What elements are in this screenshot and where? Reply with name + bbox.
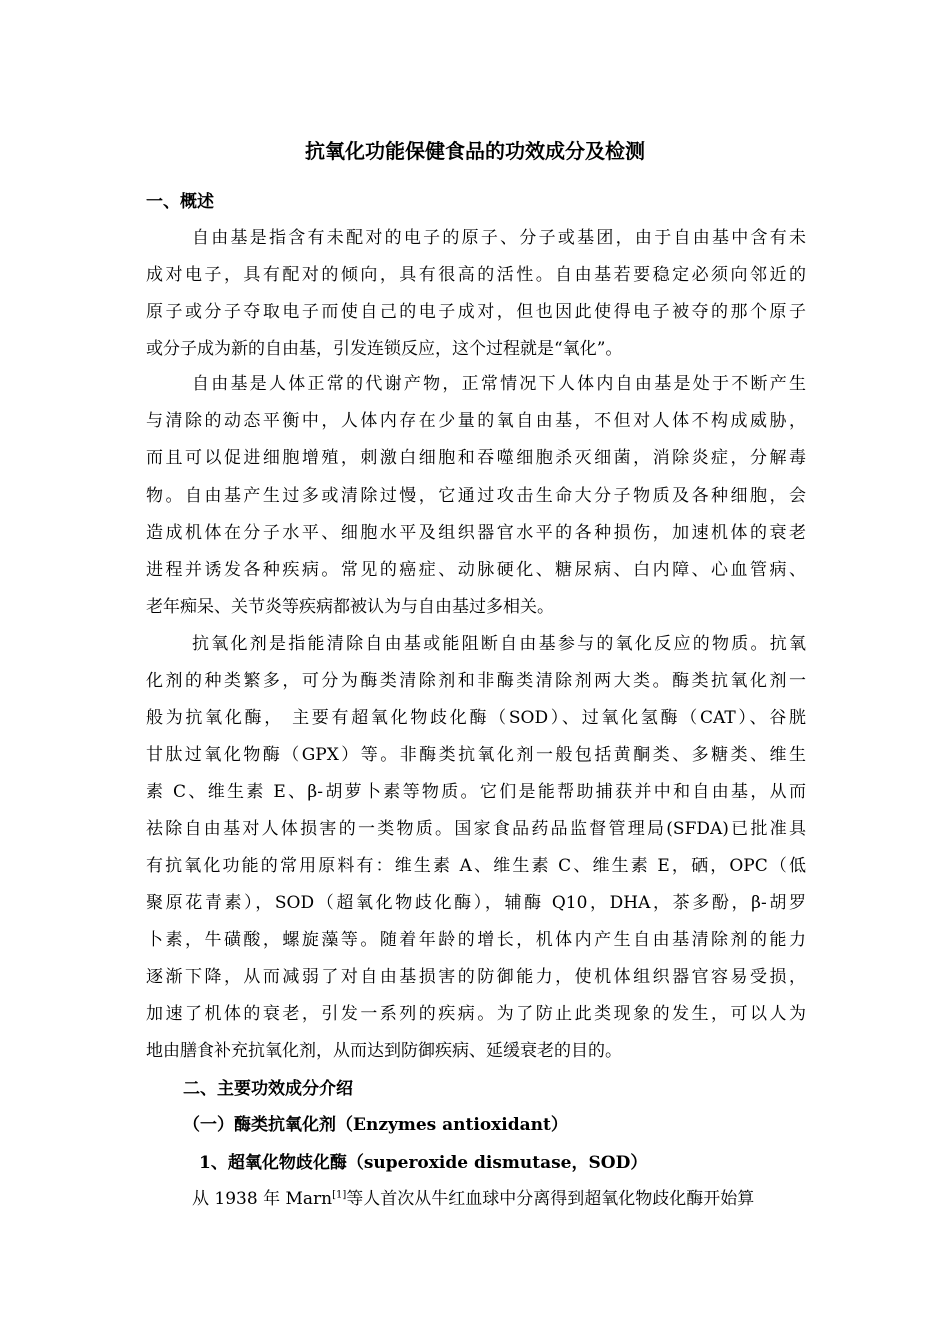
paragraph-line: 与清除的动态平衡中，人体内存在少量的氧自由基，不但对人体不构成威胁， <box>146 411 806 431</box>
paragraph-line: 自由基是人体正常的代谢产物，正常情况下人体内自由基是处于不断产生 <box>192 374 806 394</box>
paragraph-line: 聚原花青素），SOD（超氧化物歧化酶），辅酶 Q10，DHA，茶多酚，β-胡罗 <box>146 893 806 913</box>
paragraph-line: 甘肽过氧化物酶（GPX）等。非酶类抗氧化剂一般包括黄酮类、多糖类、维生 <box>146 745 806 765</box>
paragraph-line: 自由基是指含有未配对的电子的原子、分子或基团，由于自由基中含有未 <box>192 228 806 248</box>
section-heading-main-ingredients: 二、主要功效成分介绍 <box>183 1079 353 1099</box>
paragraph-line-with-citation <box>192 1187 806 1211</box>
document-title: 抗氧化功能保健食品的功效成分及检测 <box>305 139 645 163</box>
paragraph-line: 般为抗氧化酶， 主要有超氧化物歧化酶（SOD）、过氧化氢酶（CAT）、谷胱 <box>146 708 806 728</box>
paragraph-line: 加速了机体的衰老，引发一系列的疾病。为了防止此类现象的发生，可以人为 <box>146 1004 806 1024</box>
section-heading-overview: 一、概述 <box>146 192 214 212</box>
paragraph-line: 造成机体在分子水平、细胞水平及组织器官水平的各种损伤，加速机体的衰老 <box>146 523 806 543</box>
paragraph-line: 物。自由基产生过多或清除过慢，它通过攻击生命大分子物质及各种细胞，会 <box>146 486 806 506</box>
paragraph-line: 抗氧化剂是指能清除自由基或能阻断自由基参与的氧化反应的物质。抗氧 <box>192 634 806 654</box>
paragraph-line: 卜素，牛磺酸，螺旋藻等。随着年龄的增长，机体内产生自由基清除剂的能力 <box>146 930 806 950</box>
paragraph-line: 而且可以促进细胞增殖，刺激白细胞和吞噬细胞杀灭细菌，消除炎症，分解毒 <box>146 448 806 468</box>
text-segment: 从 1938 年 Marn <box>192 1189 333 1209</box>
paragraph-line: 老年痴呆、关节炎等疾病都被认为与自由基过多相关。 <box>146 597 554 617</box>
paragraph-line: 进程并诱发各种疾病。常见的癌症、动脉硬化、糖尿病、白内障、心血管病、 <box>146 560 806 580</box>
paragraph-line: 地由膳食补充抗氧化剂，从而达到防御疾病、延缓衰老的目的。 <box>146 1041 622 1061</box>
subsection-heading-enzymes: （一）酶类抗氧化剂（Enzymes antioxidant） <box>183 1115 568 1135</box>
paragraph-line: 成对电子，具有配对的倾向，具有很高的活性。自由基若要稳定必须向邻近的 <box>146 265 806 285</box>
paragraph-line: 或分子成为新的自由基，引发连锁反应，这个过程就是“氧化”。 <box>146 339 623 359</box>
paragraph-line: 逐渐下降，从而减弱了对自由基损害的防御能力，使机体组织器官容易受损， <box>146 967 806 987</box>
text-segment: 等人首次从牛红血球中分离得到超氧化物歧化酶开始算 <box>346 1189 755 1209</box>
subsubsection-heading-sod: 1、超氧化物歧化酶（superoxide dismutase，SOD） <box>199 1153 648 1173</box>
paragraph-line: 原子或分子夺取电子而使自己的电子成对，但也因此使得电子被夺的那个原子 <box>146 302 806 322</box>
paragraph-line: 化剂的种类繁多，可分为酶类清除剂和非酶类清除剂两大类。酶类抗氧化剂一 <box>146 671 806 691</box>
paragraph-line: 有抗氧化功能的常用原料有：维生素 A、维生素 C、维生素 E，硒，OPC（低 <box>146 856 806 876</box>
paragraph-line: 素 C、维生素 E、β-胡萝卜素等物质。它们是能帮助捕获并中和自由基，从而 <box>146 782 806 802</box>
citation-marker: [1] <box>332 1189 347 1201</box>
paragraph-line: 祛除自由基对人体损害的一类物质。国家食品药品监督管理局(SFDA)已批准具 <box>146 819 806 839</box>
